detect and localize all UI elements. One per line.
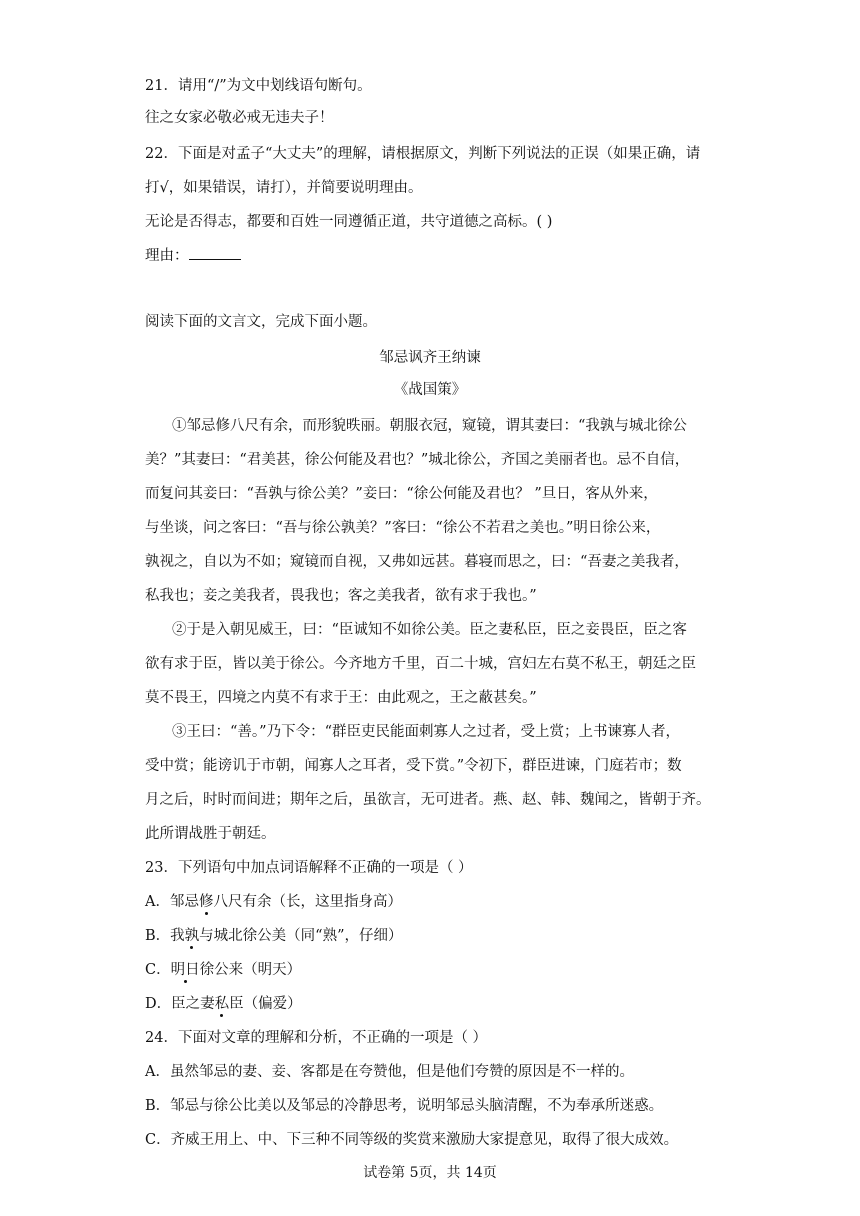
q21-stem: 21．请用“/”为文中划线语句断句。: [145, 78, 372, 94]
q22-reason-label: 理由：: [145, 248, 189, 264]
p3-line: 月之后，时时而间进；期年之后，虽欲言，无可进者。燕、赵、韩、魏闻之，皆朝于齐。: [145, 792, 711, 808]
p3-line: 此所谓战胜于朝廷。: [145, 826, 276, 842]
page-footer: 试卷第 5页，共 14页: [363, 1165, 497, 1181]
option-text: C．: [145, 962, 171, 978]
option-text: B．我: [145, 928, 185, 944]
option-text: D．臣之妻: [145, 996, 215, 1012]
q23-option-b[interactable]: [145, 924, 402, 945]
q23-stem: 23．下列语句中加点词语解释不正确的一项是（ ）: [145, 860, 473, 876]
option-text: A．邹忌: [145, 894, 199, 910]
answer-blank[interactable]: [189, 245, 241, 260]
p2-line: 欲有求于臣，皆以美于徐公。今齐地方千里，百二十城，宫妇左右莫不私王，朝廷之臣: [145, 656, 696, 672]
p1-line: 私我也；妾之美我者，畏我也；客之美我者，欲有求于我也。”: [145, 588, 537, 604]
dotted-word: 孰: [184, 928, 200, 944]
q23-option-d[interactable]: [145, 992, 302, 1013]
p1-line: 而复问其妾曰：“吾孰与徐公美？”妾曰：“徐公何能及君也？ ”旦日，客从外来，: [145, 486, 658, 502]
option-text: 徐公来（明天）: [199, 962, 302, 978]
p3-line: ③王曰：“善。”乃下令：“群臣吏民能面刺寡人之过者，受上赏；上书谏寡人者，: [172, 724, 680, 740]
p3-line: 受中赏；能谤讥于市朝，闻寡人之耳者，受下赏。”令初下，群臣进谏，门庭若市；数: [145, 758, 682, 774]
dotted-word: 私: [214, 996, 230, 1012]
reading-intro: 阅读下面的文言文，完成下面小题。: [145, 314, 377, 330]
q22-stem-line1: 22．下面是对孟子“大丈夫”的理解，请根据原文，判断下列说法的正误（如果正确，请: [145, 146, 701, 162]
q23-option-a[interactable]: [145, 890, 402, 911]
q24-option-a[interactable]: A．虽然邹忌的妻、妾、客都是在夸赞他，但是他们夸赞的原因是不一样的。: [145, 1064, 634, 1080]
option-text: 八尺有余（长，这里指身高）: [213, 894, 402, 910]
option-text: 与城北徐公美（同“熟”，仔细）: [199, 928, 403, 944]
passage-source: 《战国策》: [393, 382, 467, 398]
q23-option-c[interactable]: [145, 958, 301, 979]
p1-line: ①邹忌修八尺有余，而形貌昳丽。朝服衣冠，窥镜，谓其妻曰：“我孰与城北徐公: [172, 418, 687, 434]
q24-stem: 24．下面对文章的理解和分析，不正确的一项是（ ）: [145, 1030, 488, 1046]
passage-title: 邹忌讽齐王纳谏: [379, 350, 481, 366]
q22-stem-line2: 打√，如果错误，请打），并简要说明理由。: [145, 180, 423, 196]
dotted-word: 修: [198, 894, 214, 910]
p2-line: ②于是入朝见威王，曰：“臣诚知不如徐公美。臣之妻私臣，臣之妾畏臣，臣之客: [172, 622, 687, 638]
p1-line: 美？”其妻曰：“君美甚，徐公何能及君也？”城北徐公，齐国之美丽者也。忌不自信，: [145, 452, 690, 468]
p1-line: 与坐谈，问之客曰：“吾与徐公孰美？”客曰：“徐公不若君之美也。”明日徐公来，: [145, 520, 661, 536]
dotted-word: 明日: [170, 962, 200, 978]
q21-sentence: 往之女家必敬必戒无违夫子！: [145, 110, 334, 126]
p2-line: 莫不畏王，四境之内莫不有求于王：由此观之，王之蔽甚矣。”: [145, 690, 537, 706]
q24-option-b[interactable]: B．邹忌与徐公比美以及邹忌的冷静思考，说明邹忌头脑清醒，不为奉承所迷惑。: [145, 1098, 664, 1114]
p1-line: 孰视之，自以为不如；窥镜而自视，又弗如远甚。暮寝而思之，曰：“吾妻之美我者，: [145, 554, 689, 570]
q24-option-c[interactable]: C．齐威王用上、中、下三种不同等级的奖赏来激励大家提意见，取得了很大成效。: [145, 1132, 679, 1148]
option-text: 臣（偏爱）: [229, 996, 302, 1012]
q22-statement: 无论是否得志，都要和百姓一同遵循正道，共守道德之高标。( ): [145, 214, 553, 230]
q22-reason: [145, 244, 241, 265]
